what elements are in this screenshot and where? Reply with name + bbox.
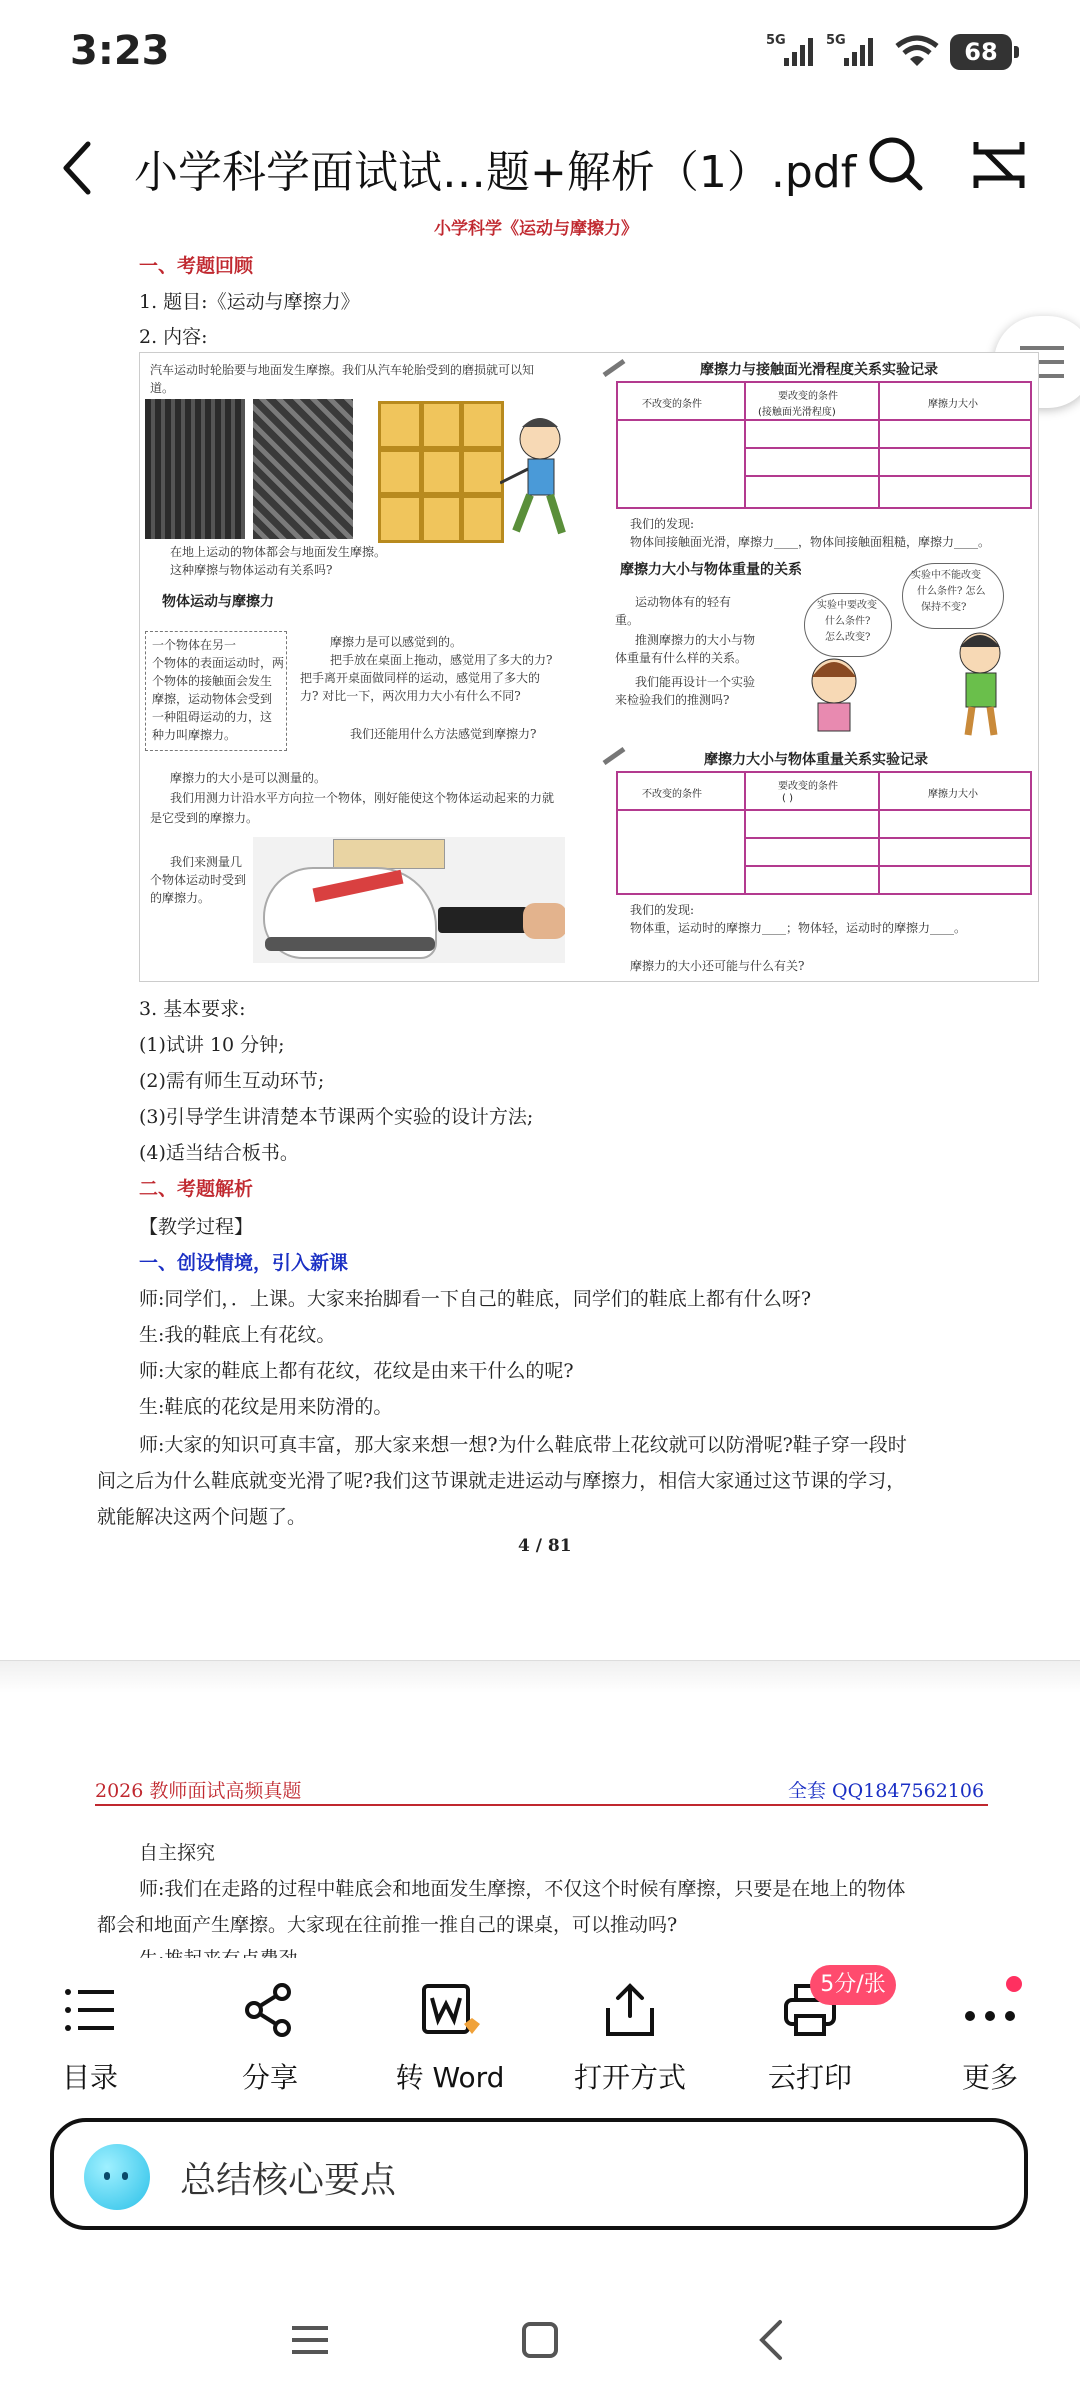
paragraph-line: 师:大家的知识可真丰富，那大家来想一想?为什么鞋底带上花纹就可以防滑呢?鞋子穿一段时 — [139, 1434, 907, 1456]
signal-icon — [766, 32, 826, 72]
toolbar-label: 云打印 — [767, 2061, 852, 2094]
table2-title: 摩擦力大小与物体重量关系实验记录 — [704, 752, 928, 768]
table1-col: 不改变的条件 — [642, 399, 702, 410]
net-type-2: 5G — [826, 33, 846, 48]
document-title: 小学科学面试试…题+解析（1）.pdf — [134, 147, 857, 198]
notification-dot — [1006, 1976, 1022, 1992]
pencil-icon — [602, 357, 628, 377]
finding-title-2: 我们的发现: — [630, 903, 695, 917]
header-rule — [95, 1804, 988, 1806]
definition-box — [145, 631, 287, 751]
section-analysis: 二、考题解析 — [139, 1178, 254, 1200]
caption-line2: 这种摩擦与物体运动有关系吗? — [170, 563, 333, 577]
finding-line-1: 物体间接触面光滑，摩擦力____，物体间接触面粗糙，摩擦力____。 — [630, 535, 991, 549]
requirement-item: (3)引导学生讲清楚本节课两个实验的设计方法; — [139, 1106, 534, 1128]
measure-line4: 个物体运动时受到 — [150, 873, 247, 887]
measure-line2: 我们用测力计沿水平方向拉一个物体，刚好能使这个物体运动起来的力就 — [170, 791, 555, 805]
status-bar — [0, 0, 1080, 108]
dialog-line: 生:我的鞋底上有花纹。 — [139, 1324, 336, 1346]
weight-line: 推测摩擦力的大小与物 — [635, 633, 756, 647]
table2-col: 要改变的条件 — [778, 781, 838, 792]
table1-col: (接触面光滑程度) — [758, 407, 836, 418]
measure-line4: 我们来测量几 — [170, 855, 243, 869]
requirement-item: (4)适当结合板书。 — [139, 1142, 299, 1164]
page-cut-title: 小学科学《运动与摩擦力》 — [434, 219, 638, 239]
summarize-button[interactable] — [50, 2118, 1028, 2230]
weight-line: 体重量有什么样的关系。 — [615, 651, 748, 665]
weight-line: 来检验我们的推测吗? — [615, 693, 730, 707]
step-heading — [139, 1248, 348, 1275]
bubble-line: 什么条件? 怎么 — [917, 586, 986, 597]
caption-line1: 在地上运动的物体都会与地面发生摩擦。 — [170, 545, 387, 559]
requirement-item: (1)试讲 10 分钟; — [139, 1034, 285, 1056]
measure-line4: 的摩擦力。 — [150, 891, 211, 905]
table1-title: 摩擦力与接触面光滑程度关系实验记录 — [700, 362, 938, 378]
def-line: 一种阻碍运动的力，这 — [152, 710, 273, 724]
paragraph-line: 间之后为什么鞋底就变光滑了呢?我们这节课就走进运动与摩擦力，相信大家通过这节课的学习， — [97, 1470, 906, 1492]
toolbar-label: 目录 — [61, 2061, 118, 2094]
pencil-icon — [602, 745, 628, 765]
bubble-line: 什么条件? — [825, 616, 871, 627]
dialog-line: 师:大家的鞋底上都有花纹，花纹是由来干什么的呢? — [139, 1360, 574, 1382]
assistant-avatar-icon — [84, 2144, 150, 2210]
page5-line: 自主探究 — [139, 1842, 216, 1864]
print-price-badge: 5分/张 — [810, 1965, 896, 2005]
boy-image — [946, 627, 1016, 737]
weight-line: 我们能再设计一个实验 — [635, 675, 756, 689]
feel-line: 我们还能用什么方法感觉到摩擦力? — [350, 727, 537, 741]
textbook-page-image — [139, 352, 1039, 982]
feel-line: 力? 对比一下，两次用力大小有什么不同? — [300, 689, 521, 703]
weight-line: 重。 — [615, 613, 640, 627]
word-icon — [422, 1982, 482, 2042]
back-icon[interactable] — [58, 140, 98, 196]
weight-line: 运动物体有的轻有 — [635, 595, 732, 609]
page5-line: 师:我们在走路的过程中鞋底会和地面发生摩擦，不仅这个时候有摩擦，只要是在地上的物体 — [139, 1878, 906, 1900]
boy-pulling-image — [500, 413, 590, 543]
teaching-process-label: 【教学过程】 — [139, 1216, 254, 1238]
finding-title-1: 我们的发现: — [630, 517, 695, 531]
page-header-right: 全套 QQ1847562106 — [788, 1780, 985, 1802]
question-content: 2. 内容: — [139, 326, 208, 348]
heading-weight: 摩擦力大小与物体重量的关系 — [620, 562, 802, 578]
toolbar-label: 转 Word — [395, 2061, 505, 2094]
toolbar-label: 更多 — [961, 2061, 1018, 2094]
open-question: 摩擦力的大小还可能与什么有关? — [630, 959, 805, 973]
back-nav-icon[interactable] — [752, 2318, 792, 2362]
section-review: 一、考题回顾 — [139, 255, 254, 277]
finding-line-2: 物体重，运动时的摩擦力____；物体轻，运动时的摩擦力____。 — [630, 921, 967, 935]
dialog-line: 师:同学们，．上课。大家来抬脚看一下自己的鞋底，同学们的鞋底上都有什么呀? — [139, 1288, 812, 1310]
intro-line1: 汽车运动时轮胎要与地面发生摩擦。我们从汽车轮胎受到的磨损就可以知 — [150, 363, 535, 377]
record-table-1 — [616, 381, 1032, 509]
bubble-line: 怎么改变? — [825, 632, 871, 643]
battery-icon: 68 — [950, 34, 1012, 70]
toolbar-label: 分享 — [241, 2061, 298, 2094]
feel-line: 把手离开桌面做同样的运动，感觉用了多大的 — [300, 671, 541, 685]
page-number: 4 / 81 — [518, 1536, 572, 1556]
girl-image — [800, 653, 870, 733]
speech-bubble-1 — [804, 593, 892, 657]
heading-motion-friction: 物体运动与摩擦力 — [162, 594, 274, 610]
def-line: 个物体的表面运动时，两 — [152, 656, 285, 670]
status-time: 3:23 — [70, 28, 170, 74]
share-icon — [242, 1982, 298, 2038]
speech-bubble-2 — [902, 563, 1004, 629]
system-nav-bar — [0, 2290, 1080, 2401]
signal-icon-2 — [826, 32, 886, 72]
table2-col: 不改变的条件 — [642, 789, 702, 800]
measure-line1: 摩擦力的大小是可以测量的。 — [170, 771, 327, 785]
page5-line: 都会和地面产生摩擦。大家现在往前推一推自己的课桌，可以推动吗? — [97, 1914, 678, 1936]
summary-label: 总结核心要点 — [180, 2160, 397, 2201]
wifi-icon — [893, 34, 941, 70]
feel-line: 把手放在桌面上拖动，感觉用了多大的力? — [330, 653, 553, 667]
table1-col: 摩擦力大小 — [928, 399, 978, 410]
bubble-line: 实验中要改变 — [817, 600, 877, 611]
recent-apps-icon[interactable] — [290, 2320, 330, 2360]
crate-image — [378, 401, 504, 543]
bubble-line: 实验中不能改变 — [911, 570, 981, 581]
table2-col: ( ) — [782, 793, 793, 804]
step-prefix: 一、 — [139, 1252, 178, 1274]
home-icon[interactable] — [520, 2320, 560, 2360]
intro-line2: 道。 — [150, 381, 175, 395]
table1-col: 要改变的条件 — [778, 391, 838, 402]
step-title: 创设情境，引入新课 — [177, 1252, 349, 1274]
paragraph-line: 就能解决这两个问题了。 — [97, 1506, 307, 1528]
tire-worn-image — [145, 399, 245, 539]
bubble-line: 保持不变? — [921, 602, 967, 613]
table2-col: 摩擦力大小 — [928, 789, 978, 800]
tire-new-image — [253, 399, 353, 539]
record-table-2 — [616, 771, 1032, 895]
dialog-line: 生:鞋底的花纹是用来防滑的。 — [139, 1396, 393, 1418]
def-line: 种力叫摩擦力。 — [152, 728, 237, 742]
measure-line3: 是它受到的摩擦力。 — [150, 811, 259, 825]
shoe-spring-scale-photo — [253, 837, 565, 963]
scan-icon[interactable] — [972, 138, 1026, 192]
def-line: 一个物体在另一 — [152, 638, 237, 652]
def-line: 摩擦，运动物体会受到 — [152, 692, 273, 706]
page-header-left: 2026 教师面试高频真题 — [95, 1780, 302, 1802]
search-icon[interactable] — [866, 134, 926, 194]
toolbar-label: 打开方式 — [573, 2061, 686, 2094]
def-line: 个物体的接触面会发生 — [152, 674, 273, 688]
page-separator — [0, 1660, 1080, 1693]
requirement-item: (2)需有师生互动环节; — [139, 1070, 325, 1092]
net-type-1: 5G — [766, 33, 786, 48]
question-topic: 1. 题目:《运动与摩擦力》 — [139, 291, 360, 313]
list-icon — [62, 1982, 118, 2038]
open-with-icon — [602, 1982, 658, 2038]
feel-line: 摩擦力是可以感觉到的。 — [330, 635, 463, 649]
requirements-title: 3. 基本要求: — [139, 998, 246, 1020]
bottom-toolbar — [0, 1958, 1080, 2098]
